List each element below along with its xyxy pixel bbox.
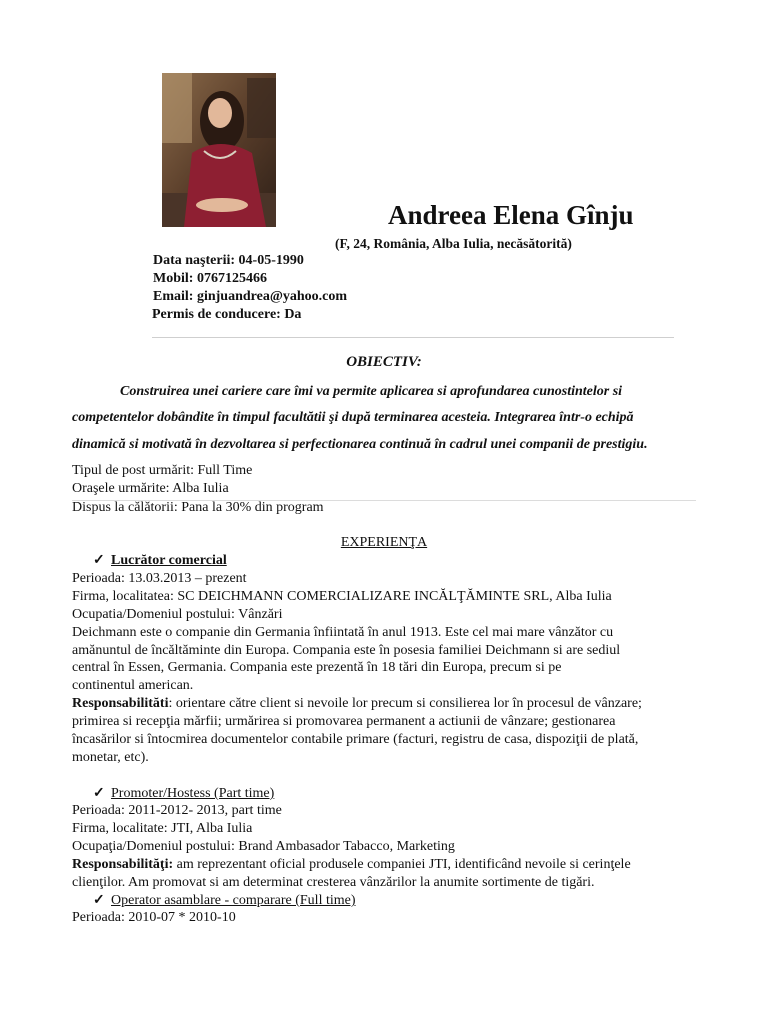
job-heading <box>93 552 227 569</box>
job-heading <box>93 785 274 802</box>
job-domain: Ocupatia/Domeniul postului: Vânzări <box>72 607 283 622</box>
job-title: Promoter/Hostess (Part time) <box>111 786 275 801</box>
job-period: Perioada: 2010-07 * 2010-10 <box>72 910 236 925</box>
job-domain: Ocupaţia/Domeniul postului: Brand Ambasador Tabacco, Marketing <box>72 839 455 854</box>
checkmark-icon: ✓ <box>93 893 105 908</box>
personal-summary: (F, 24, România, Alba Iulia, necăsătorită) <box>335 236 572 251</box>
objective-line: dinamică si motivată în dezvoltarea si perfectionarea continuă în cadrul unei companii de prestigiu. <box>72 437 648 452</box>
responsibilities-label: Responsabilităţi: <box>72 857 174 872</box>
job-period: Perioada: 2011-2012- 2013, part time <box>72 803 282 818</box>
objective-line: competentelor dobândite în timpul facultătii şi după terminarea acesteia. Integrarea într-o echipă <box>72 410 634 425</box>
job-description: continentul american. <box>72 678 194 693</box>
full-name: Andreea Elena Gînju <box>388 200 634 230</box>
responsibilities-text: clienţilor. Am promovat si am determinat cresterea vânzărilor la anumite sortimente de tigări. <box>72 875 595 890</box>
responsibilities-text: monetar, etc). <box>72 750 149 765</box>
job-responsibilities <box>72 857 631 873</box>
job-company: Firma, localitate: JTI, Alba Iulia <box>72 821 253 836</box>
job-heading <box>93 892 356 909</box>
responsibilities-text: încasărilor si întocmirea documentelor contabile primare (facturi, registru de casa, dispoziţii de plată, <box>72 732 639 747</box>
mobile-number: Mobil: 0767125466 <box>153 271 267 286</box>
job-period: Perioada: 13.03.2013 – prezent <box>72 571 247 586</box>
checkmark-icon: ✓ <box>93 553 105 568</box>
checkmark-icon: ✓ <box>93 786 105 801</box>
job-title: Lucrător comercial <box>111 553 227 568</box>
job-company: Firma, localitatea: SC DEICHMANN COMERCIALIZARE INCĂLŢĂMINTE SRL, Alba Iulia <box>72 589 612 604</box>
divider <box>152 337 674 338</box>
experience-title: EXPERIENŢA <box>340 535 428 550</box>
responsibilities-text: primirea si recepţia mărfii; urmărirea si promovarea permanent a actiunii de vânzare; gestionarea <box>72 714 616 729</box>
objective-line: Construirea unei cariere care îmi va permite aplicarea si aprofundarea cunostintelor si <box>120 384 623 399</box>
portrait-image <box>162 73 276 227</box>
travel-availability: Dispus la călătorii: Pana la 30% din program <box>72 500 324 515</box>
objective-title: OBIECTIV: <box>346 354 422 370</box>
email-address: Email: ginjuandrea@yahoo.com <box>153 289 347 304</box>
responsibilities-text: : orientare către client si nevoile lor precum si consilierea lor în procesul de vânzare; <box>168 696 642 711</box>
job-description: central în Essen, Germania. Compania este prezentă în 18 tări din Europa, precum si pe <box>72 660 562 675</box>
job-type: Tipul de post urmărit: Full Time <box>72 463 253 478</box>
birth-date: Data naşterii: 04-05-1990 <box>153 253 304 268</box>
job-description: Deichmann este o companie din Germania înfiintată în anul 1913. Este cel mai mare vânzător cu <box>72 625 614 640</box>
target-cities: Oraşele urmărite: Alba Iulia <box>72 481 229 496</box>
job-title: Operator asamblare - comparare (Full time) <box>111 893 356 908</box>
job-description: amănuntul de încăltăminte din Europa. Compania este în posesia familiei Deichmann si are sediul <box>72 643 621 658</box>
profile-photo <box>162 73 276 227</box>
responsibilities-label: Responsabilităti <box>72 696 169 711</box>
job-responsibilities <box>72 696 642 712</box>
driving-license: Permis de conducere: Da <box>152 307 302 322</box>
responsibilities-text: am reprezentant oficial produsele companiei JTI, identificând nevoile si cerinţele <box>173 857 631 872</box>
